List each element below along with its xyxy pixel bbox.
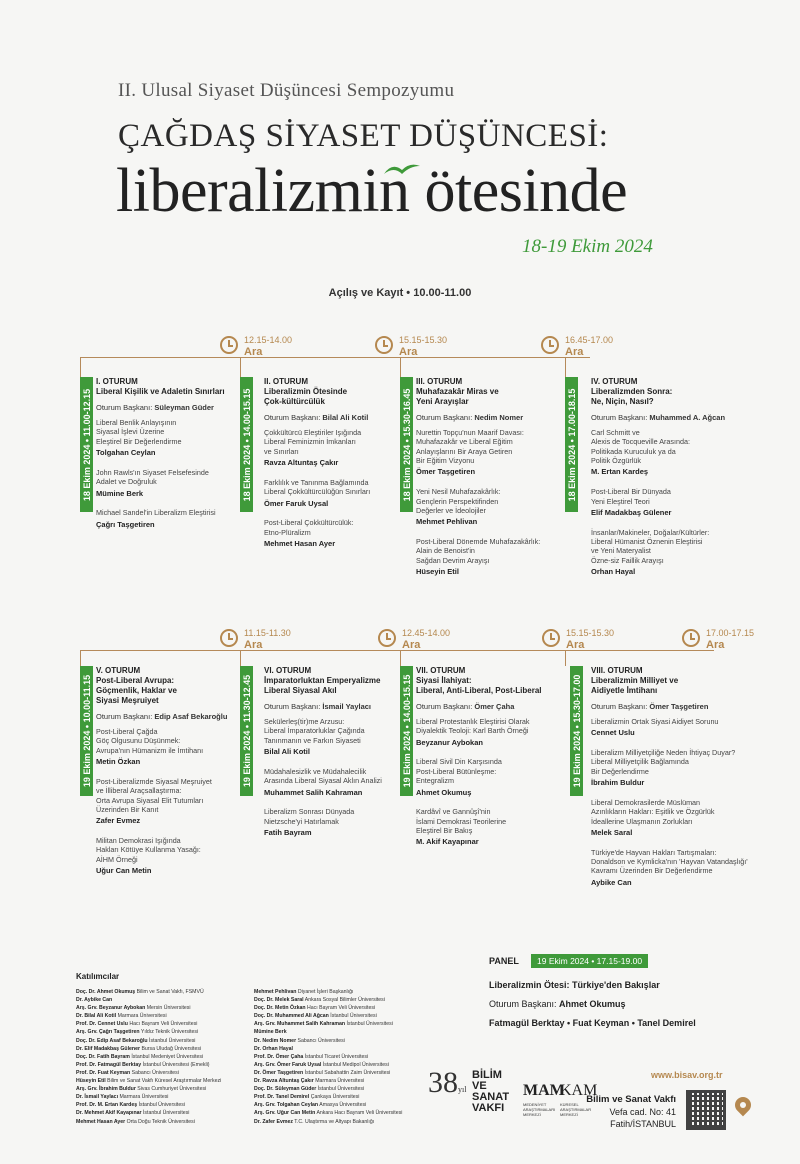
talk-speaker: Mümine Berk bbox=[96, 488, 144, 498]
talk-speaker: Ahmet Okumuş bbox=[416, 787, 472, 797]
talk-title: Yeni Nesil Muhafazakârlık: Gençlerin Perspektifinden Değerler ve İdeolojiler bbox=[416, 487, 501, 515]
session-2 bbox=[264, 377, 396, 559]
talk-title: Post-Liberal Çokkültürcülük: Etno-Plüralizm bbox=[264, 518, 354, 537]
anniversary-logo: 38yıl bbox=[428, 1066, 467, 1099]
talk-title: Post-Liberal Dönemde Muhafazakârlık: Alain de Benoist'in Sağdan Devrim Arayışı bbox=[416, 537, 541, 565]
talk-speaker: Mehmet Pehlivan bbox=[416, 517, 478, 527]
talk-item bbox=[264, 518, 396, 548]
qr-code[interactable] bbox=[686, 1090, 726, 1130]
break-label: Ara bbox=[566, 639, 585, 651]
session-date-bar: 18 Ekim 2024 • 17.00-18.15 bbox=[565, 377, 578, 512]
talk-title: John Rawls'ın Siyaset Felsefesinde Adalet ve Doğruluk bbox=[96, 467, 209, 487]
talk-speaker: Mehmet Hasan Ayer bbox=[264, 539, 336, 549]
opening-registration: Açılış ve Kayıt • 10.00-11.00 bbox=[328, 287, 472, 299]
session-date-bar: 18 Ekim 2024 • 15.30-16.45 bbox=[400, 377, 413, 512]
mam-logo-sub: MEDENİYET ARAŞTIRMALARI MERKEZİ bbox=[523, 1102, 556, 1117]
session-chair: Oturum Başkanı: İsmail Yaylacı bbox=[264, 702, 372, 711]
participant-row: Arş. Grv. Beyzanur Aybokan Mersin Üniversitesi bbox=[76, 1005, 191, 1012]
participant-row: Doç. Dr. Edip Asaf Bekaroğlu İstanbul Üniversitesi bbox=[76, 1037, 196, 1044]
session-title: VII. OTURUM Siyasi İlahiyat: Liberal, Anti-Liberal, Post-Liberal bbox=[416, 666, 542, 695]
session-title: III. OTURUM Muhafazakâr Miras ve Yeni Arayışlar bbox=[416, 377, 499, 406]
talk-item bbox=[416, 487, 561, 527]
clock-icon bbox=[220, 336, 238, 354]
panel-chair: Oturum Başkanı: Ahmet Okumuş bbox=[489, 999, 626, 1009]
talk-speaker: Zafer Evmez bbox=[96, 816, 141, 826]
talk-speaker: Bilal Ali Kotil bbox=[264, 747, 310, 757]
session-6 bbox=[264, 666, 400, 848]
timeline-connector bbox=[565, 357, 566, 377]
talk-item bbox=[264, 767, 400, 797]
session-7 bbox=[416, 666, 566, 857]
talk-speaker: Muhammet Salih Kahraman bbox=[264, 787, 363, 797]
participant-row: Mehmet Pehlivan Diyanet İşleri Başkanlığı bbox=[254, 989, 354, 995]
session-chair: Oturum Başkanı: Ömer Çaha bbox=[416, 702, 515, 711]
talk-title: Liberal Sivil Din Karşısında Post-Liberal Bütünleşme: Entegralizm bbox=[416, 757, 502, 786]
clock-icon bbox=[542, 629, 560, 647]
session-chair: Oturum Başkanı: Süleyman Güder bbox=[96, 403, 214, 412]
session-chair: Oturum Başkanı: Ömer Taşgetiren bbox=[591, 702, 709, 711]
break-time: 15.15-15.30 bbox=[566, 628, 615, 638]
talk-speaker: Ömer Taşgetiren bbox=[416, 467, 476, 477]
talk-speaker: Hüseyin Etil bbox=[416, 567, 459, 577]
talk-title: Çokkültürcü Eleştiriler Işığında Liberal Feminizmin İmkanları ve Sınırları bbox=[264, 428, 362, 456]
bsv-logo: BİLİM VE SANAT VAKFI bbox=[472, 1069, 510, 1114]
break-label: Ara bbox=[244, 639, 263, 651]
panel-heading: PANEL bbox=[489, 956, 519, 966]
break-label: Ara bbox=[402, 639, 421, 651]
talk-speaker: Metin Özkan bbox=[96, 757, 141, 767]
break-label: Ara bbox=[399, 346, 418, 358]
session-date-bar: 18 Ekim 2024 • 14.00-15.15 bbox=[240, 377, 253, 512]
participant-row: Arş. Grv. İbrahim Buldur Sivas Cumhuriyet Üniversitesi bbox=[76, 1086, 207, 1093]
break-time: 15.15-15.30 bbox=[399, 335, 448, 345]
timeline-connector bbox=[400, 650, 401, 666]
participant-row: Dr. Mehmet Akif Kayapınar İstanbul Üniversitesi bbox=[76, 1110, 190, 1117]
talk-item bbox=[96, 508, 236, 529]
session-date-bar: 19 Ekim 2024 • 11.30-12.45 bbox=[240, 666, 253, 796]
break-label: Ara bbox=[244, 346, 263, 358]
talk-item bbox=[416, 757, 566, 797]
participant-row: Arş. Grv. Ömer Faruk Uysal İstanbul Medipol Üniversitesi bbox=[254, 1061, 389, 1068]
talk-title: Türkiye'de Hayvan Hakları Tartışmaları: Donaldson ve Kymlicka'nın 'Hayvan Vatandaşlığı' Kavramı Üzerinden Bir Değerlendirme bbox=[591, 847, 748, 876]
session-title: V. OTURUM Post-Liberal Avrupa: Göçmenlik, Haklar ve Siyasi Meşruiyet bbox=[96, 666, 177, 705]
session-1 bbox=[96, 377, 236, 539]
symposium-subtitle: II. Ulusal Siyaset Düşüncesi Sempozyumu bbox=[118, 80, 455, 101]
talk-item bbox=[591, 717, 766, 738]
talk-title: Militan Demokrasi Işığında Hakları Kötüye Kullanma Yasağı: AİHM Örneği bbox=[96, 836, 201, 864]
talk-speaker: Melek Saral bbox=[591, 828, 633, 838]
talk-title: Liberal Protestanlık Eleştirisi Olarak Diyalektik Teoloji: Karl Barth Örneği bbox=[416, 717, 530, 736]
clock-icon bbox=[541, 336, 559, 354]
event-date: 18-19 Ekim 2024 bbox=[522, 236, 653, 257]
location-pin-icon bbox=[732, 1094, 755, 1117]
talk-title: Michael Sandel'in Liberalizm Eleştirisi bbox=[96, 508, 216, 518]
talk-item bbox=[591, 528, 736, 577]
kam-logo: KAM bbox=[560, 1082, 598, 1099]
talk-item bbox=[96, 777, 236, 826]
participant-row: Doç. Dr. Süleyman Güder İstanbul Üniversitesi bbox=[254, 1086, 365, 1093]
break-time: 11.15-11.30 bbox=[244, 628, 291, 638]
talk-item bbox=[591, 748, 766, 788]
talk-item bbox=[96, 418, 236, 458]
participants-title: Katılımcılar bbox=[76, 972, 120, 981]
participant-row: Doç. Dr. Ahmet Okumuş Bilim ve Sanat Vakfı, FSMVÜ bbox=[76, 989, 204, 995]
address: Bilim ve Sanat Vakfı Vefa cad. No: 41 Fatih/İSTANBUL bbox=[586, 1094, 676, 1129]
session-chair: Oturum Başkanı: Nedim Nomer bbox=[416, 413, 524, 422]
panel-speakers: Fatmagül Berktay • Fuat Keyman • Tanel Demirel bbox=[489, 1018, 696, 1028]
kam-logo-sub: KÜRESEL ARAŞTIRMALAR MERKEZİ bbox=[560, 1102, 592, 1117]
talk-speaker: Uğur Can Metin bbox=[96, 866, 152, 876]
talk-speaker: Orhan Hayal bbox=[591, 567, 636, 577]
participant-row: Dr. Ravza Altuntaş Çakır Marmara Üniversitesi bbox=[254, 1078, 365, 1085]
talk-item bbox=[264, 428, 396, 468]
participant-row: Doç. Dr. Melek Saral Ankara Sosyal Bilimler Üniversitesi bbox=[254, 997, 385, 1004]
session-date-bar: 19 Ekim 2024 • 14.00-15.15 bbox=[400, 666, 413, 796]
timeline-connector bbox=[400, 357, 401, 377]
talk-speaker: Fatih Bayram bbox=[264, 828, 312, 838]
talk-speaker: Ömer Faruk Uysal bbox=[264, 498, 329, 508]
clock-icon bbox=[375, 336, 393, 354]
talk-title: Sekülerleş(tir)me Arzusu: Liberal İmparatorluklar Çağında Tanınmanın ve Farkın Siyaseti bbox=[264, 717, 365, 745]
session-chair: Oturum Başkanı: Bilal Ali Kotil bbox=[264, 413, 369, 422]
participant-row: Arş. Grv. Uğur Can Metin Ankara Hacı Bayram Veli Üniversitesi bbox=[254, 1110, 403, 1117]
talk-item bbox=[264, 717, 400, 757]
participant-row: Arş. Grv. Çağrı Taşgetiren Yıldız Teknik Üniversitesi bbox=[76, 1029, 199, 1036]
participant-row: Doç. Dr. Muhammed Ali Ağcan İstanbul Üniversitesi bbox=[254, 1013, 377, 1020]
talk-title: Liberalizm Sonrası Dünyada Nietzsche'yi Hatırlamak bbox=[264, 807, 355, 826]
session-title: I. OTURUM Liberal Kişilik ve Adaletin Sınırları bbox=[96, 377, 225, 396]
participant-row: Arş. Grv. Tolgahan Ceylan Amasya Üniversitesi bbox=[254, 1102, 367, 1109]
timeline-connector bbox=[565, 650, 566, 666]
talk-item bbox=[416, 428, 561, 477]
talk-title: Liberal Benlik Anlayışının Siyasal İşlevi Üzerine Eleştirel Bir Değerlendirme bbox=[96, 418, 182, 446]
participant-row: Dr. Nedim Nomer Sabancı Üniversitesi bbox=[254, 1037, 345, 1044]
participant-row: Prof. Dr. Tanel Demirel Çankaya Üniversitesi bbox=[254, 1094, 360, 1101]
session-5 bbox=[96, 666, 236, 886]
session-title: VIII. OTURUM Liberalizmin Milliyet ve Aidiyetle İmtihanı bbox=[591, 666, 679, 695]
talk-speaker: Elif Madakbaş Gülener bbox=[591, 507, 672, 517]
timeline-connector bbox=[80, 650, 81, 666]
timeline-line bbox=[80, 357, 590, 358]
talk-speaker: İbrahim Buldur bbox=[591, 778, 645, 788]
talk-title: Farklılık ve Tanınma Bağlamında Liberal Çokkültürcülüğün Sınırları bbox=[264, 477, 371, 497]
participant-row: Prof. Dr. Fatmagül Berktay İstanbul Üniversitesi (Emekli) bbox=[76, 1061, 210, 1068]
talk-title: Liberalizm Milliyetçiliğe Neden İhtiyaç Duyar? Liberal Milliyetçilik Bağlamında Bir Değerlendirme bbox=[591, 748, 736, 776]
break-time: 17.00-17.15 bbox=[706, 628, 755, 638]
talk-title: Liberalizmin Ortak Siyasi Aidiyet Sorunu bbox=[591, 717, 719, 726]
participant-row: Doç. Dr. Fatih Bayram İstanbul Medeniyet Üniversitesi bbox=[76, 1053, 204, 1060]
talk-speaker: Beyzanur Aybokan bbox=[416, 737, 483, 747]
participant-row: Mümine Berk bbox=[254, 1029, 287, 1036]
participants-list-left bbox=[76, 988, 221, 1126]
talk-item bbox=[96, 727, 236, 767]
participant-row: Arş. Grv. Muhammet Salih Kahraman İstanbul Üniversitesi bbox=[254, 1021, 393, 1028]
participant-row: Prof. Dr. M. Ertan Kardeş İstanbul Üniversitesi bbox=[76, 1102, 185, 1109]
break-time: 12.15-14.00 bbox=[244, 335, 293, 345]
participant-row: Hüseyin Etil Bilim ve Sanat Vakfı Küresel Araştırmalar Merkezi bbox=[76, 1078, 222, 1085]
talk-title: Liberal Demokrasilerde Müslüman Azınlıkların Hakları: Eşitlik ve Özgürlük İdeallerine Ulaşmanın Zorlukları bbox=[591, 797, 715, 826]
talk-title: Nurettin Topçu'nun Maarif Davası: Muhafazakâr ve Liberal Eğitim Anlayışlarını Bir Araya Getiren Bir Eğitim Vizyonu bbox=[416, 428, 524, 466]
talk-item bbox=[416, 717, 566, 747]
talk-speaker: Aybike Can bbox=[591, 877, 632, 887]
clock-icon bbox=[682, 629, 700, 647]
talk-speaker: Tolgahan Ceylan bbox=[96, 448, 156, 458]
talk-speaker: Cennet Uslu bbox=[591, 728, 635, 738]
talk-item bbox=[591, 798, 766, 838]
talk-speaker: Çağrı Taşgetiren bbox=[96, 519, 155, 529]
break-time: 12.45-14.00 bbox=[402, 628, 451, 638]
talk-title: Post-Liberal Çağda Göç Olgusunu Düşünmek: Avrupa'nın Hümanizm ile İmtihanı bbox=[96, 727, 204, 755]
timeline-connector bbox=[240, 650, 241, 666]
session-title: IV. OTURUM Liberalizmden Sonra: Ne, Niçin, Nasıl? bbox=[591, 377, 673, 406]
talk-title: Post-Liberalizmde Siyasal Meşruiyet ve İlliberal Araçsallaştırma: Orta Avrupa Siyasal Elit Tutumları Üzerinden Bir Kanıt bbox=[96, 776, 212, 814]
talk-item bbox=[591, 487, 736, 517]
break-time: 16.45-17.00 bbox=[565, 335, 614, 345]
talk-item bbox=[416, 537, 561, 577]
participant-row: Dr. Elif Madakbaş Gülener Bursa Uludağ Üniversitesi bbox=[76, 1045, 202, 1052]
talk-title: Post-Liberal Bir Dünyada Yeni Eleştirel Teori bbox=[591, 487, 671, 506]
session-title: II. OTURUM Liberalizmin Ötesinde Çok-kültürcülük bbox=[264, 377, 348, 406]
talk-item bbox=[591, 428, 736, 477]
talk-item bbox=[591, 848, 766, 888]
participant-row: Dr. Orhan Hayal bbox=[254, 1045, 293, 1052]
timeline-connector bbox=[240, 357, 241, 377]
participant-row: Dr. Ömer Taşgetiren İstanbul Sabahattin Zaim Üniversitesi bbox=[254, 1069, 391, 1076]
session-chair: Oturum Başkanı: Edip Asaf Bekaroğlu bbox=[96, 712, 228, 721]
main-title: ÇAĞDAŞ SİYASET DÜŞÜNCESİ: bbox=[118, 118, 609, 154]
talk-speaker: M. Ertan Kardeş bbox=[591, 467, 649, 477]
session-title: VI. OTURUM İmparatorluktan Emperyalizme Liberal Siyasal Akıl bbox=[264, 666, 381, 695]
session-date-bar: 18 Ekim 2024 • 11.00-12.15 bbox=[80, 377, 93, 512]
participant-row: Dr. Bilal Ali Kotil Marmara Üniversitesi bbox=[76, 1013, 167, 1020]
clock-icon bbox=[378, 629, 396, 647]
talk-title: Müdahalesizlik ve Müdahalecilik Arasında Liberal Siyasal Aklın Analizi bbox=[264, 766, 382, 786]
session-8 bbox=[591, 666, 766, 898]
talk-title: Kardâvî ve Gannûşî'nin İslami Demokrasi Teorilerine Eleştirel Bir Bakış bbox=[416, 807, 507, 836]
panel-date-badge: 19 Ekim 2024 • 17.15-19.00 bbox=[531, 954, 648, 968]
break-label: Ara bbox=[565, 346, 584, 358]
talk-speaker: M. Akif Kayapınar bbox=[416, 837, 479, 847]
panel-block bbox=[489, 956, 719, 1028]
participant-row: Mehmet Hasan Ayer Orta Doğu Teknik Üniversitesi bbox=[76, 1118, 195, 1125]
session-4 bbox=[591, 377, 736, 587]
participant-row: Prof. Dr. Cennet Uslu Hacı Bayram Veli Üniversitesi bbox=[76, 1021, 198, 1028]
participant-row: Prof. Dr. Fuat Keyman Sabancı Üniversitesi bbox=[76, 1069, 179, 1076]
participants-list-right bbox=[254, 988, 402, 1126]
website-link[interactable]: www.bisav.org.tr bbox=[651, 1070, 723, 1080]
session-3 bbox=[416, 377, 561, 587]
talk-item bbox=[264, 478, 396, 508]
talk-item bbox=[416, 807, 566, 847]
participant-row: Dr. Zafer Evmez T.C. Ulaştırma ve Altyapı Bakanlığı bbox=[254, 1118, 375, 1125]
break-label: Ara bbox=[706, 639, 725, 651]
talk-title: Carl Schmitt ve Alexis de Tocqueville Arasında: Politikada Kuruculuk ya da Politik Özgürlük bbox=[591, 428, 690, 466]
participant-row: Dr. Aybike Can bbox=[76, 997, 113, 1004]
talk-item bbox=[96, 836, 236, 876]
talk-item bbox=[96, 468, 236, 498]
big-title: liberalizmin ötesinde bbox=[116, 157, 628, 225]
talk-title: İnsanlar/Makineler, Doğalar/Kültürler: Liberal Hümanist Öznenin Eleştirisi ve Yeni Materyalist Özne-siz Faillik Arayışı bbox=[591, 527, 710, 565]
panel-title: Liberalizmin Ötesi: Türkiye'den Bakışlar bbox=[489, 980, 660, 990]
clock-icon bbox=[220, 629, 238, 647]
bird-icon bbox=[382, 160, 422, 178]
timeline-connector bbox=[80, 357, 81, 377]
participant-row: Dr. İsmail Yaylacı Marmara Üniversitesi bbox=[76, 1094, 169, 1101]
talk-speaker: Ravza Altuntaş Çakır bbox=[264, 458, 339, 468]
participant-row: Doç. Dr. Metin Özkan Hacı Bayram Veli Üniversitesi bbox=[254, 1005, 376, 1012]
session-chair: Oturum Başkanı: Muhammed A. Ağcan bbox=[591, 413, 726, 422]
timeline-line bbox=[80, 650, 714, 651]
mam-logo: MAM bbox=[523, 1082, 565, 1099]
participant-row: Prof. Dr. Ömer Çaha İstanbul Ticaret Üniversitesi bbox=[254, 1053, 369, 1060]
talk-item bbox=[264, 807, 400, 837]
session-date-bar: 19 Ekim 2024 • 15.30-17.00 bbox=[570, 666, 583, 796]
session-date-bar: 19 Ekim 2024 • 10.00-11.15 bbox=[80, 666, 93, 796]
